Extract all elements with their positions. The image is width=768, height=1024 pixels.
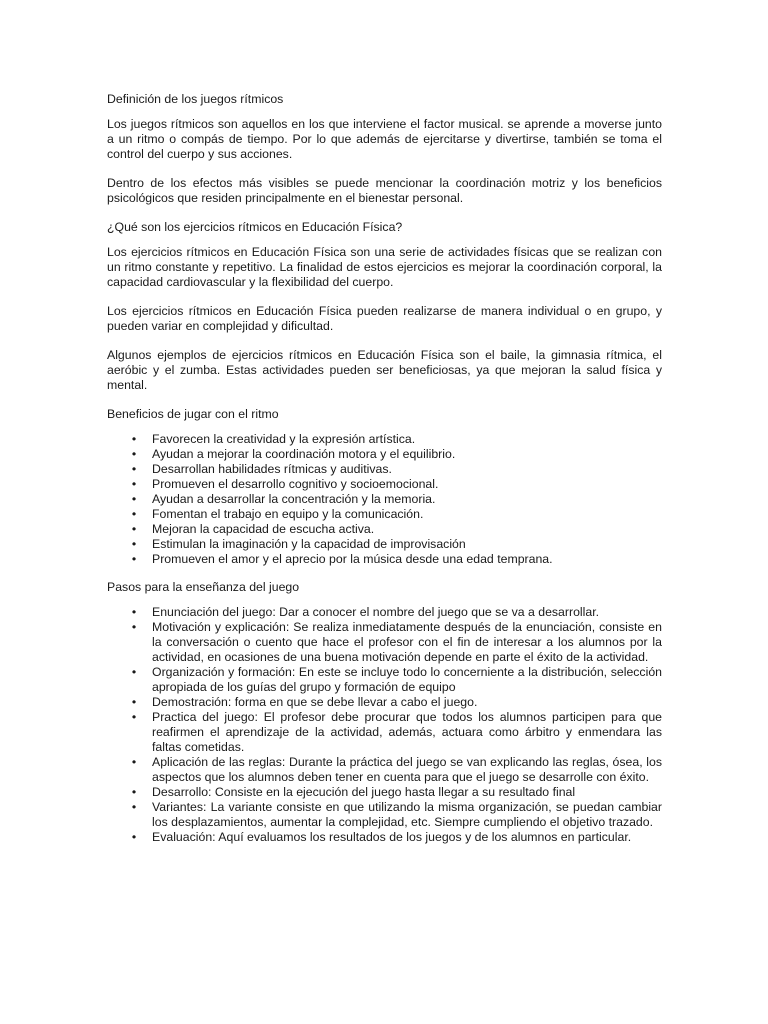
bullet-icon: •	[131, 605, 137, 619]
bullet-icon: •	[131, 800, 137, 814]
steps-list	[107, 605, 662, 845]
list-item	[107, 492, 662, 507]
benefits-list	[107, 432, 662, 567]
paragraph: Dentro de los efectos más visibles se puede mencionar la coordinación motriz y los beneficios psicológicos que residen principalmente en el bienestar personal.	[107, 176, 662, 205]
paragraph: Los ejercicios rítmicos en Educación Física pueden realizarse de manera individual o en grupo, y pueden variar en complejidad y dificultad.	[107, 304, 662, 333]
list-item-text: Mejoran la capacidad de escucha activa.	[152, 522, 375, 536]
bullet-icon: •	[131, 665, 137, 679]
list-item	[107, 462, 662, 477]
bullet-icon: •	[131, 507, 137, 521]
bullet-icon: •	[131, 432, 137, 446]
bullet-icon: •	[131, 522, 137, 536]
list-item-text: Motivación y explicación: Se realiza inmediatamente después de la enunciación, consiste en la conversación o cuento que hace el profesor con el fin de interesar a los alumnos por la actividad, en ocasiones de una buena motivación depende en parte el éxito de la actividad.	[152, 620, 662, 664]
list-item-text: Aplicación de las reglas: Durante la práctica del juego se van explicando las reglas, ósea, los aspectos que los alumnos deben tener en cuenta para que el juego se desarrolle con éxito.	[152, 755, 662, 784]
list-item-text: Desarrollo: Consiste en la ejecución del juego hasta llegar a su resultado final	[152, 785, 576, 799]
bullet-icon: •	[131, 462, 137, 476]
paragraph: Los juegos rítmicos son aquellos en los que interviene el factor musical. se aprende a moverse junto a un ritmo o compás de tiempo. Por lo que además de ejercitarse y divertirse, también se toma el control del cuerpo y sus acciones.	[107, 117, 662, 161]
list-item	[107, 665, 662, 695]
bullet-icon: •	[131, 755, 137, 769]
bullet-icon: •	[131, 537, 137, 551]
list-item-text: Organización y formación: En este se incluye todo lo concerniente a la distribución, selección apropiada de los guías del grupo y formación de equipo	[152, 665, 662, 694]
list-item-text: Enunciación del juego: Dar a conocer el nombre del juego que se va a desarrollar.	[152, 605, 600, 619]
section-heading: Definición de los juegos rítmicos	[107, 92, 284, 106]
bullet-icon: •	[131, 552, 137, 566]
list-item	[107, 785, 662, 800]
list-item-text: Fomentan el trabajo en equipo y la comunicación.	[152, 507, 424, 521]
bullet-icon: •	[131, 830, 137, 844]
list-item	[107, 552, 662, 567]
paragraph: Algunos ejemplos de ejercicios rítmicos en Educación Física son el baile, la gimnasia rítmica, el aeróbic y el zumba. Estas actividades pueden ser beneficiosas, ya que mejoran la salud física y mental.	[107, 348, 662, 392]
bullet-icon: •	[131, 710, 137, 724]
list-item-text: Variantes: La variante consiste en que utilizando la misma organización, se puedan cambiar los desplazamientos, aumentar la complejidad, etc. Siempre cumpliendo el objetivo trazado.	[152, 800, 662, 829]
list-item	[107, 695, 662, 710]
list-item	[107, 830, 662, 845]
bullet-icon: •	[131, 492, 137, 506]
list-item	[107, 800, 662, 830]
document-body	[107, 92, 662, 858]
bullet-icon: •	[131, 785, 137, 799]
list-item-text: Promueven el desarrollo cognitivo y socioemocional.	[152, 477, 439, 491]
bullet-icon: •	[131, 477, 137, 491]
list-item-text: Practica del juego: El profesor debe procurar que todos los alumnos participen para que reafirmen el aprendizaje de la actividad, además, actuara como árbitro y enmendara las faltas cometidas.	[152, 710, 662, 754]
bullet-icon: •	[131, 447, 137, 461]
paragraph: Los ejercicios rítmicos en Educación Física son una serie de actividades físicas que se realizan con un ritmo constante y repetitivo. La finalidad de estos ejercicios es mejorar la coordinación corporal, la capacidad cardiovascular y la flexibilidad del cuerpo.	[107, 245, 662, 289]
section-heading: Beneficios de jugar con el ritmo	[107, 407, 279, 421]
list-item	[107, 605, 662, 620]
list-item	[107, 710, 662, 755]
list-item-text: Ayudan a desarrollar la concentración y la memoria.	[152, 492, 436, 506]
section-heading: ¿Qué son los ejercicios rítmicos en Educación Física?	[107, 220, 403, 234]
list-item	[107, 522, 662, 537]
list-item-text: Demostración: forma en que se debe llevar a cabo el juego.	[152, 695, 478, 709]
list-item-text: Promueven el amor y el aprecio por la música desde una edad temprana.	[152, 552, 553, 566]
list-item	[107, 477, 662, 492]
bullet-icon: •	[131, 695, 137, 709]
list-item-text: Ayudan a mejorar la coordinación motora y el equilibrio.	[152, 447, 456, 461]
list-item	[107, 755, 662, 785]
list-item	[107, 447, 662, 462]
section-heading: Pasos para la enseñanza del juego	[107, 580, 300, 594]
list-item	[107, 507, 662, 522]
list-item-text: Favorecen la creatividad y la expresión artística.	[152, 432, 416, 446]
list-item	[107, 432, 662, 447]
list-item-text: Estimulan la imaginación y la capacidad de improvisación	[152, 537, 466, 551]
list-item-text: Desarrollan habilidades rítmicas y auditivas.	[152, 462, 392, 476]
list-item	[107, 537, 662, 552]
list-item	[107, 620, 662, 665]
list-item-text: Evaluación: Aquí evaluamos los resultados de los juegos y de los alumnos en particular.	[152, 830, 632, 844]
bullet-icon: •	[131, 620, 137, 634]
